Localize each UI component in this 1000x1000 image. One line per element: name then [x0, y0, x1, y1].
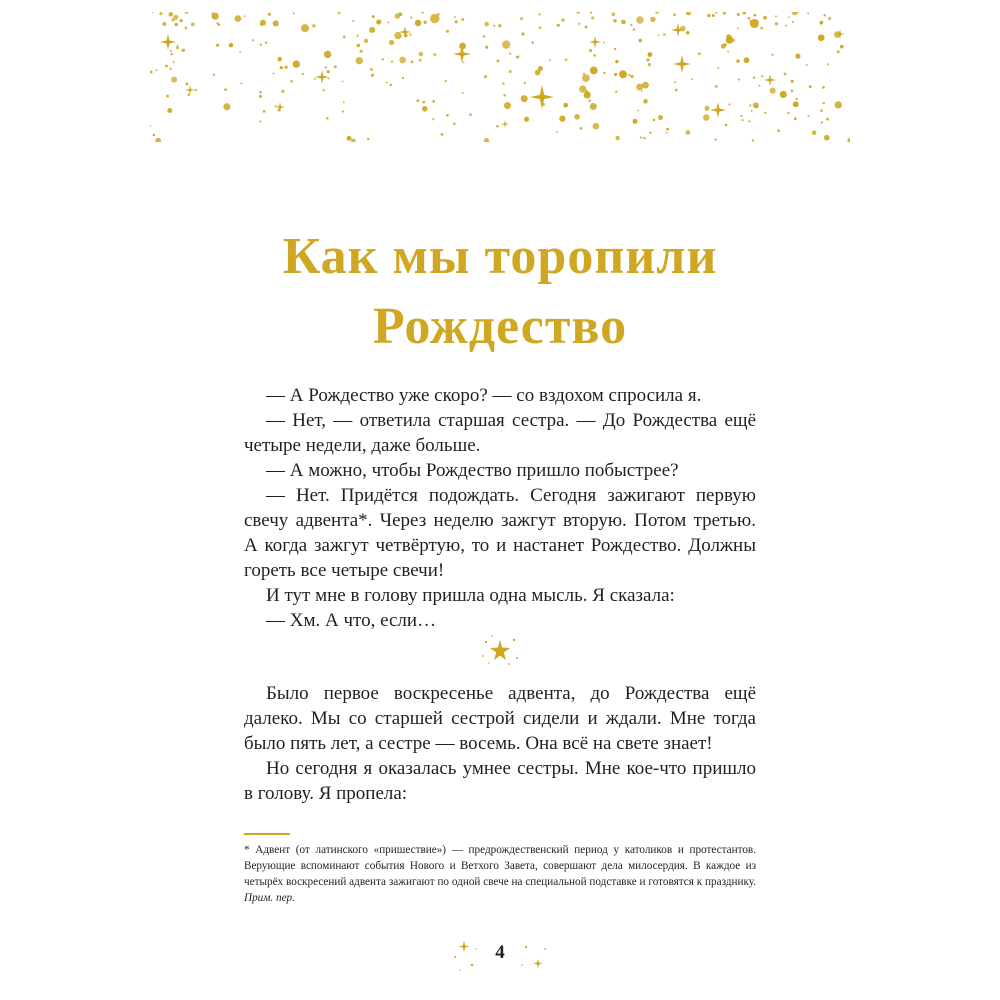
footnote-divider: [244, 833, 290, 835]
paragraph: — Хм. А что, если…: [266, 610, 437, 631]
paragraph: — А Рождество уже скоро? — со вздохом спросила я.: [266, 385, 702, 406]
footnote-note: Прим. пер.: [244, 892, 295, 904]
paragraph: — Нет. Придётся подождать. Сегодня зажигают первую свечу адвента*. Через неделю зажгут вторую. Потом третью. А когда зажгут четвёртую, то и настанет Рождество. Должны гореть все четыре свечи!: [244, 485, 756, 581]
page-number: 4: [495, 942, 505, 963]
paragraph: И тут мне в голову пришла одна мысль. Я сказала:: [266, 585, 675, 606]
title-line-2: Рождество: [372, 298, 628, 355]
story-text-part-1: [244, 383, 756, 633]
story-text-part-2: [244, 681, 756, 806]
title-line-1: Как мы торопили: [282, 228, 718, 285]
footnote-text: * Адвент (от латинского «пришествие») — предрождественский период у католиков и протестантов. Верующие вспоминают события Нового и Ветхого Завета, совершают дела милосердия. В каждое из четырёх воскресений адвента зажигают по одной свече на специальной подставке и готовятся к празднику.: [244, 844, 756, 888]
page-title: [0, 222, 1000, 362]
paragraph: — А можно, чтобы Рождество пришло побыстрее?: [266, 460, 679, 481]
paragraph: Было первое воскресенье адвента, до Рождества ещё далеко. Мы со старшей сестрой сидели и ждали. Мне тогда было пять лет, а сестре — восемь. Она всё на свете знает!: [244, 683, 756, 754]
gold-stars-confetti-icon: [150, 12, 850, 142]
footnote: [244, 842, 756, 906]
gold-star-icon: [480, 632, 520, 668]
paragraph: — Нет, — ответила старшая сестра. — До Рождества ещё четыре недели, даже больше.: [244, 410, 756, 456]
paragraph: Но сегодня я оказалась умнее сестры. Мне кое-что пришло в голову. Я пропела:: [244, 758, 756, 804]
